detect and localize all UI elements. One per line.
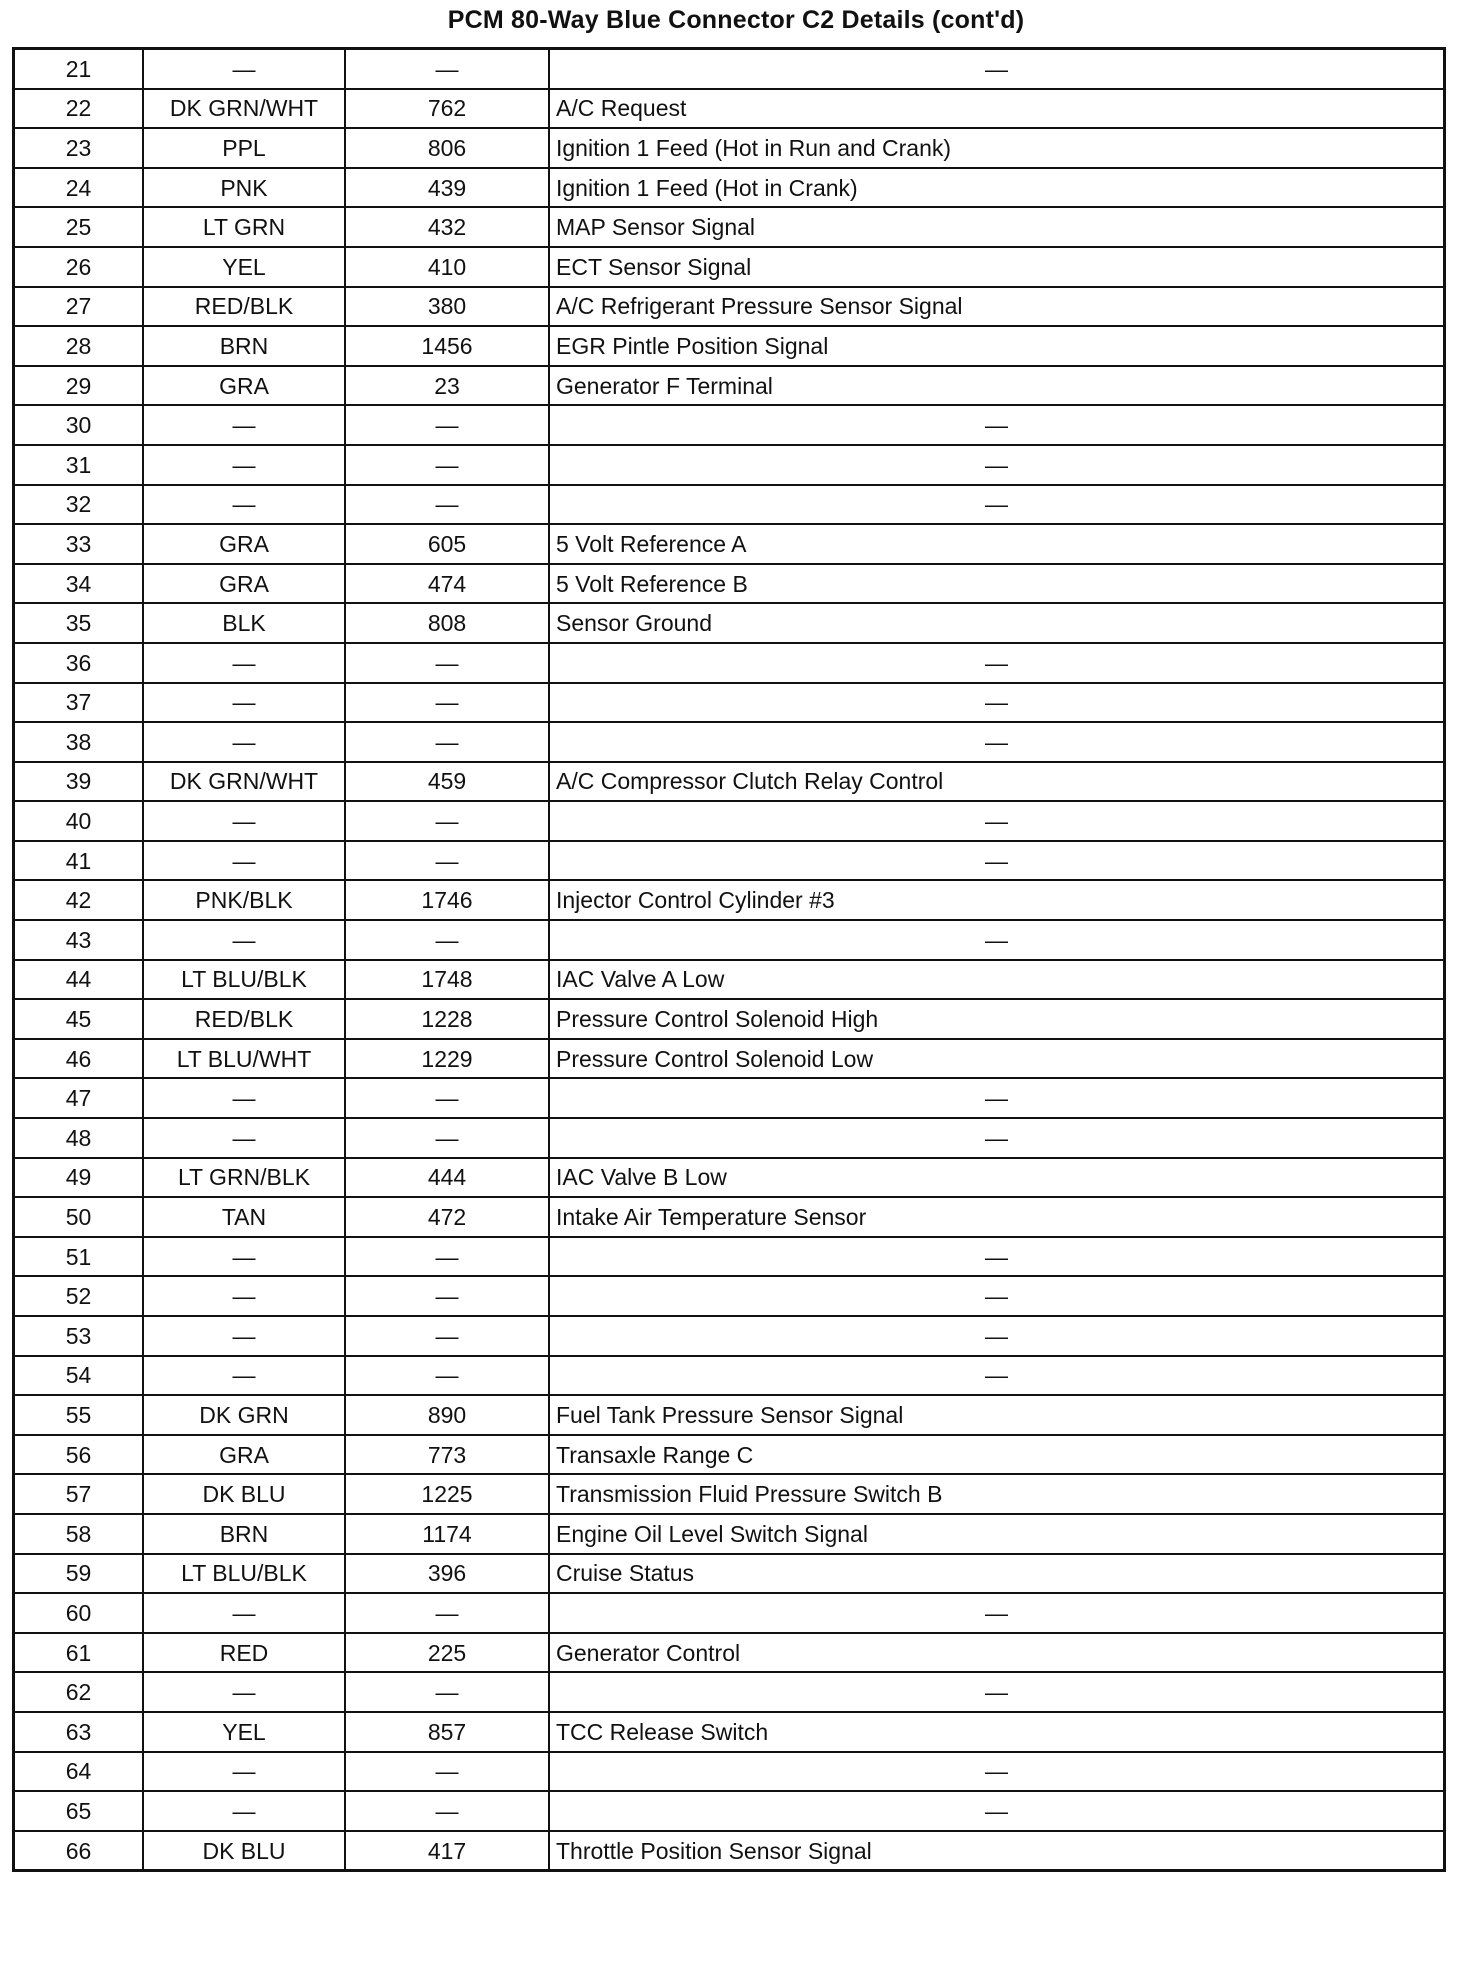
table-row (14, 1316, 1445, 1356)
pin-number-cell: 41 (14, 841, 144, 881)
table-row (14, 1514, 1445, 1554)
pin-number-cell: 54 (14, 1356, 144, 1396)
pin-number-cell: 60 (14, 1593, 144, 1633)
wire-color-cell: LT BLU/WHT (143, 1039, 345, 1079)
table-row (14, 207, 1445, 247)
table-body (14, 49, 1445, 1871)
wire-color-cell: — (143, 1276, 345, 1316)
function-cell: EGR Pintle Position Signal (549, 326, 1445, 366)
pin-number-cell: 64 (14, 1752, 144, 1792)
table-row (14, 1237, 1445, 1277)
function-cell: Engine Oil Level Switch Signal (549, 1514, 1445, 1554)
pin-number-cell: 37 (14, 683, 144, 723)
wire-color-cell: DK GRN/WHT (143, 762, 345, 802)
wire-color-cell: BRN (143, 1514, 345, 1554)
wire-color-cell: — (143, 485, 345, 525)
circuit-number-cell: 857 (345, 1712, 549, 1752)
table-row (14, 1078, 1445, 1118)
pin-number-cell: 33 (14, 524, 144, 564)
wire-color-cell: DK BLU (143, 1474, 345, 1514)
table-row (14, 247, 1445, 287)
function-cell: — (549, 1672, 1445, 1712)
pin-number-cell: 29 (14, 366, 144, 406)
function-cell: IAC Valve A Low (549, 960, 1445, 1000)
wire-color-cell: — (143, 1672, 345, 1712)
table-row (14, 683, 1445, 723)
pin-number-cell: 50 (14, 1197, 144, 1237)
function-cell: TCC Release Switch (549, 1712, 1445, 1752)
circuit-number-cell: — (345, 405, 549, 445)
function-cell: Ignition 1 Feed (Hot in Crank) (549, 168, 1445, 208)
circuit-number-cell: 459 (345, 762, 549, 802)
pin-number-cell: 58 (14, 1514, 144, 1554)
circuit-number-cell: — (345, 643, 549, 683)
table-row (14, 1356, 1445, 1396)
pin-number-cell: 40 (14, 801, 144, 841)
pin-number-cell: 39 (14, 762, 144, 802)
circuit-number-cell: 410 (345, 247, 549, 287)
pin-number-cell: 28 (14, 326, 144, 366)
wire-color-cell: — (143, 1356, 345, 1396)
wire-color-cell: — (143, 1752, 345, 1792)
table-row (14, 880, 1445, 920)
function-cell: Generator Control (549, 1633, 1445, 1673)
pin-number-cell: 59 (14, 1554, 144, 1594)
wire-color-cell: — (143, 1791, 345, 1831)
circuit-number-cell: — (345, 1078, 549, 1118)
circuit-number-cell: 773 (345, 1435, 549, 1475)
wire-color-cell: — (143, 841, 345, 881)
function-cell: — (549, 643, 1445, 683)
wire-color-cell: — (143, 445, 345, 485)
table-row (14, 1039, 1445, 1079)
circuit-number-cell: — (345, 1593, 549, 1633)
pin-number-cell: 44 (14, 960, 144, 1000)
wire-color-cell: — (143, 1593, 345, 1633)
function-cell: 5 Volt Reference A (549, 524, 1445, 564)
wire-color-cell: LT BLU/BLK (143, 960, 345, 1000)
pin-number-cell: 65 (14, 1791, 144, 1831)
circuit-number-cell: 1174 (345, 1514, 549, 1554)
table-row (14, 524, 1445, 564)
table-row (14, 366, 1445, 406)
pin-number-cell: 24 (14, 168, 144, 208)
function-cell: MAP Sensor Signal (549, 207, 1445, 247)
pin-number-cell: 53 (14, 1316, 144, 1356)
circuit-number-cell: 474 (345, 564, 549, 604)
wire-color-cell: — (143, 920, 345, 960)
wire-color-cell: — (143, 683, 345, 723)
pin-number-cell: 52 (14, 1276, 144, 1316)
pin-number-cell: 21 (14, 49, 144, 89)
circuit-number-cell: 1225 (345, 1474, 549, 1514)
pin-number-cell: 25 (14, 207, 144, 247)
table-row (14, 1791, 1445, 1831)
table-row (14, 722, 1445, 762)
circuit-number-cell: 225 (345, 1633, 549, 1673)
pin-number-cell: 36 (14, 643, 144, 683)
circuit-number-cell: — (345, 1356, 549, 1396)
function-cell: A/C Request (549, 89, 1445, 129)
wire-color-cell: RED/BLK (143, 287, 345, 327)
wire-color-cell: PNK (143, 168, 345, 208)
pin-number-cell: 27 (14, 287, 144, 327)
function-cell: — (549, 49, 1445, 89)
pin-number-cell: 45 (14, 999, 144, 1039)
function-cell: Generator F Terminal (549, 366, 1445, 406)
pin-number-cell: 38 (14, 722, 144, 762)
pin-number-cell: 46 (14, 1039, 144, 1079)
function-cell: — (549, 405, 1445, 445)
function-cell: A/C Refrigerant Pressure Sensor Signal (549, 287, 1445, 327)
pin-number-cell: 66 (14, 1831, 144, 1871)
circuit-number-cell: — (345, 485, 549, 525)
wire-color-cell: RED/BLK (143, 999, 345, 1039)
table-row (14, 1395, 1445, 1435)
table-row (14, 1712, 1445, 1752)
function-cell: Transmission Fluid Pressure Switch B (549, 1474, 1445, 1514)
connector-pin-table (12, 47, 1446, 1872)
function-cell: — (549, 445, 1445, 485)
circuit-number-cell: 1229 (345, 1039, 549, 1079)
pin-number-cell: 22 (14, 89, 144, 129)
pin-number-cell: 55 (14, 1395, 144, 1435)
table-row (14, 762, 1445, 802)
circuit-number-cell: 23 (345, 366, 549, 406)
table-row (14, 287, 1445, 327)
table-row (14, 841, 1445, 881)
wire-color-cell: DK GRN/WHT (143, 89, 345, 129)
function-cell: — (549, 801, 1445, 841)
table-row (14, 960, 1445, 1000)
wire-color-cell: GRA (143, 564, 345, 604)
wire-color-cell: — (143, 643, 345, 683)
function-cell: IAC Valve B Low (549, 1158, 1445, 1198)
table-row (14, 1593, 1445, 1633)
function-cell: Ignition 1 Feed (Hot in Run and Crank) (549, 128, 1445, 168)
table-row (14, 999, 1445, 1039)
table-row (14, 49, 1445, 89)
pin-number-cell: 23 (14, 128, 144, 168)
circuit-number-cell: 472 (345, 1197, 549, 1237)
wire-color-cell: LT GRN (143, 207, 345, 247)
table-row (14, 1831, 1445, 1871)
table-row (14, 564, 1445, 604)
wire-color-cell: DK GRN (143, 1395, 345, 1435)
pin-number-cell: 49 (14, 1158, 144, 1198)
table-row (14, 1435, 1445, 1475)
pin-number-cell: 48 (14, 1118, 144, 1158)
wire-color-cell: — (143, 801, 345, 841)
table-row (14, 89, 1445, 129)
function-cell: — (549, 1237, 1445, 1277)
pin-number-cell: 62 (14, 1672, 144, 1712)
wire-color-cell: LT GRN/BLK (143, 1158, 345, 1198)
circuit-number-cell: 439 (345, 168, 549, 208)
circuit-number-cell: — (345, 841, 549, 881)
circuit-number-cell: — (345, 1791, 549, 1831)
circuit-number-cell: 890 (345, 1395, 549, 1435)
circuit-number-cell: — (345, 1672, 549, 1712)
pin-number-cell: 56 (14, 1435, 144, 1475)
pin-number-cell: 61 (14, 1633, 144, 1673)
function-cell: Cruise Status (549, 1554, 1445, 1594)
circuit-number-cell: — (345, 683, 549, 723)
circuit-number-cell: — (345, 1237, 549, 1277)
circuit-number-cell: — (345, 445, 549, 485)
circuit-number-cell: — (345, 1752, 549, 1792)
circuit-number-cell: — (345, 722, 549, 762)
function-cell: Intake Air Temperature Sensor (549, 1197, 1445, 1237)
function-cell: — (549, 1752, 1445, 1792)
circuit-number-cell: 1746 (345, 880, 549, 920)
wire-color-cell: PPL (143, 128, 345, 168)
wire-color-cell: — (143, 49, 345, 89)
function-cell: — (549, 1791, 1445, 1831)
table-row (14, 1633, 1445, 1673)
function-cell: — (549, 683, 1445, 723)
function-cell: ECT Sensor Signal (549, 247, 1445, 287)
table-row (14, 920, 1445, 960)
circuit-number-cell: 806 (345, 128, 549, 168)
wire-color-cell: TAN (143, 1197, 345, 1237)
function-cell: — (549, 1356, 1445, 1396)
table-row (14, 445, 1445, 485)
table-row (14, 1554, 1445, 1594)
function-cell: A/C Compressor Clutch Relay Control (549, 762, 1445, 802)
wire-color-cell: DK BLU (143, 1831, 345, 1871)
table-row (14, 1118, 1445, 1158)
wire-color-cell: YEL (143, 247, 345, 287)
wire-color-cell: — (143, 1316, 345, 1356)
circuit-number-cell: — (345, 49, 549, 89)
pin-number-cell: 31 (14, 445, 144, 485)
circuit-number-cell: — (345, 1118, 549, 1158)
table-row (14, 1197, 1445, 1237)
circuit-number-cell: — (345, 801, 549, 841)
wire-color-cell: — (143, 1118, 345, 1158)
wire-color-cell: RED (143, 1633, 345, 1673)
circuit-number-cell: 380 (345, 287, 549, 327)
circuit-number-cell: 396 (345, 1554, 549, 1594)
function-cell: — (549, 722, 1445, 762)
wire-color-cell: — (143, 405, 345, 445)
function-cell: Transaxle Range C (549, 1435, 1445, 1475)
pin-number-cell: 43 (14, 920, 144, 960)
pin-number-cell: 57 (14, 1474, 144, 1514)
function-cell: — (549, 920, 1445, 960)
circuit-number-cell: 605 (345, 524, 549, 564)
circuit-number-cell: 432 (345, 207, 549, 247)
table-row (14, 1158, 1445, 1198)
function-cell: Pressure Control Solenoid High (549, 999, 1445, 1039)
function-cell: — (549, 1078, 1445, 1118)
wire-color-cell: YEL (143, 1712, 345, 1752)
pin-number-cell: 34 (14, 564, 144, 604)
function-cell: — (549, 1276, 1445, 1316)
table-row (14, 1276, 1445, 1316)
table-row (14, 168, 1445, 208)
wire-color-cell: BLK (143, 603, 345, 643)
circuit-number-cell: — (345, 1276, 549, 1316)
table-row (14, 405, 1445, 445)
table-row (14, 128, 1445, 168)
wire-color-cell: GRA (143, 524, 345, 564)
circuit-number-cell: 762 (345, 89, 549, 129)
pin-number-cell: 51 (14, 1237, 144, 1277)
function-cell: — (549, 1118, 1445, 1158)
circuit-number-cell: 444 (345, 1158, 549, 1198)
pin-number-cell: 26 (14, 247, 144, 287)
wire-color-cell: — (143, 1078, 345, 1118)
pin-number-cell: 35 (14, 603, 144, 643)
wire-color-cell: PNK/BLK (143, 880, 345, 920)
circuit-number-cell: 1228 (345, 999, 549, 1039)
wire-color-cell: — (143, 722, 345, 762)
function-cell: — (549, 841, 1445, 881)
circuit-number-cell: — (345, 920, 549, 960)
function-cell: — (549, 1593, 1445, 1633)
function-cell: 5 Volt Reference B (549, 564, 1445, 604)
function-cell: — (549, 485, 1445, 525)
pin-number-cell: 42 (14, 880, 144, 920)
page-title: PCM 80-Way Blue Connector C2 Details (cont'd) (447, 6, 1025, 34)
table-row (14, 1474, 1445, 1514)
circuit-number-cell: — (345, 1316, 549, 1356)
pin-number-cell: 32 (14, 485, 144, 525)
pin-number-cell: 30 (14, 405, 144, 445)
function-cell: Sensor Ground (549, 603, 1445, 643)
wire-color-cell: LT BLU/BLK (143, 1554, 345, 1594)
function-cell: Fuel Tank Pressure Sensor Signal (549, 1395, 1445, 1435)
circuit-number-cell: 417 (345, 1831, 549, 1871)
function-cell: Pressure Control Solenoid Low (549, 1039, 1445, 1079)
table-row (14, 1672, 1445, 1712)
wire-color-cell: BRN (143, 326, 345, 366)
circuit-number-cell: 1748 (345, 960, 549, 1000)
circuit-number-cell: 1456 (345, 326, 549, 366)
table-row (14, 485, 1445, 525)
wire-color-cell: GRA (143, 1435, 345, 1475)
table-row (14, 326, 1445, 366)
table-row (14, 801, 1445, 841)
table-row (14, 643, 1445, 683)
pin-number-cell: 63 (14, 1712, 144, 1752)
table-row (14, 603, 1445, 643)
function-cell: Throttle Position Sensor Signal (549, 1831, 1445, 1871)
pin-number-cell: 47 (14, 1078, 144, 1118)
function-cell: Injector Control Cylinder #3 (549, 880, 1445, 920)
function-cell: — (549, 1316, 1445, 1356)
circuit-number-cell: 808 (345, 603, 549, 643)
wire-color-cell: — (143, 1237, 345, 1277)
table-row (14, 1752, 1445, 1792)
wire-color-cell: GRA (143, 366, 345, 406)
